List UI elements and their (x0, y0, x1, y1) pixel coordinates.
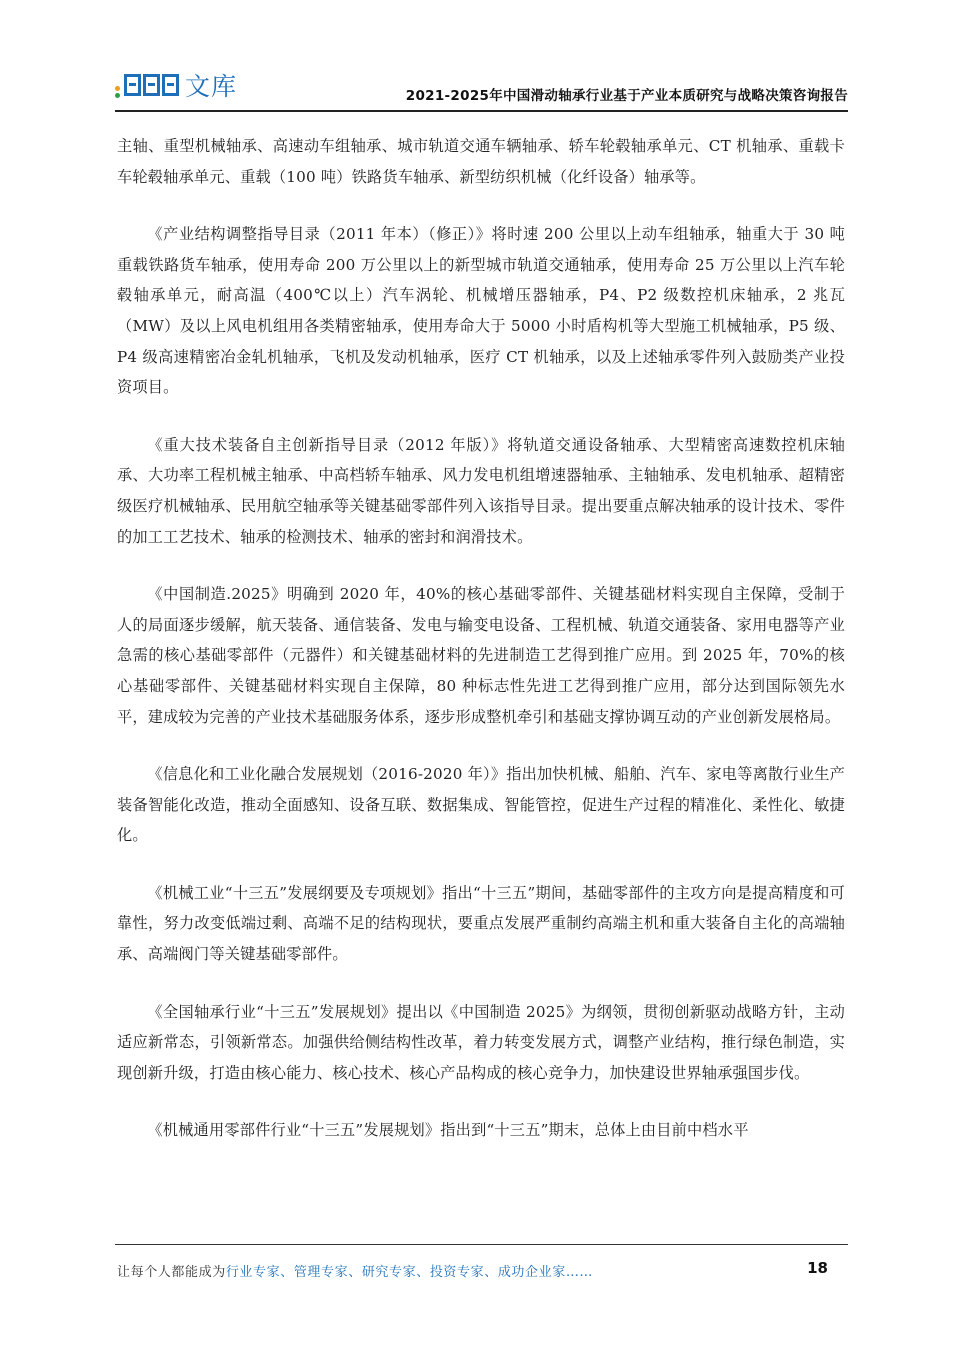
paragraph-1: 主轴、重型机械轴承、高速动车组轴承、城市轨道交通车辆轴承、轿车轮毂轴承单元、CT 机轴承、重载卡车轮毂轴承单元、重载（100 吨）铁路货车轴承、新型纺织机械（化纤设备）轴承等。 (117, 137, 845, 186)
document-body (117, 131, 845, 1173)
report-title: 2021-2025年中国滑动轴承行业基于产业本质研究与战略决策咨询报告 (405, 88, 848, 104)
logo-box (124, 74, 141, 96)
paragraph-4: 《中国制造.2025》明确到 2020 年，40%的核心基础零部件、关键基础材料实现自主保障，受制于人的局面逐步缓解，航天装备、通信装备、发电与输变电设备、工程机械、轨道交通装备、家用电器等产业急需的核心基础零部件（元器件）和关键基础材料的先进制造工艺得到推广应用。到 2025 年，70%的核心基础零部件、关键基础材料实现自主保障，80 种标志性先进工艺得到推广应用，部分达到国际领先水平，建成较为完善的产业技术基础服务体系，逐步形成整机牵引和基础支撑协调互动的产业创新发展格局。 (117, 585, 845, 726)
paragraph-7: 《全国轴承行业“十三五”发展规划》提出以《中国制造 2025》为纲领，贯彻创新驱动战略方针，主动适应新常态，引领新常态。加强供给侧结构性改革，着力转变发展方式，调整产业结构，推行绿色制造，实现创新升级，打造由核心能力、核心技术、核心产品构成的核心竞争力，加快建设世界轴承强国步伐。 (117, 1002, 845, 1082)
page-header (115, 64, 848, 112)
logo-dots-icon (115, 86, 120, 98)
logo-box (143, 74, 160, 96)
logo-dot (115, 93, 120, 98)
paragraph-5: 《信息化和工业化融合发展规划（2016-2020 年）》指出加快机械、船舶、汽车、家电等离散行业生产装备智能化改造，推动全面感知、设备互联、数据集成、智能管控，促进生产过程的精准化、柔性化、敏捷化。 (117, 765, 845, 845)
site-logo[interactable] (115, 70, 237, 100)
paragraph-3: 《重大技术装备自主创新指导目录（2012 年版）》将轨道交通设备轴承、大型精密高速数控机床轴承、大功率工程机械主轴承、中高档轿车轴承、风力发电机组增速器轴承、主轴轴承、发电机轴承、超精密级医疗机械轴承、民用航空轴承等关键基础零部件列入该指导目录。提出要重点解决轴承的设计技术、零件的加工工艺技术、轴承的检测技术、轴承的密封和润滑技术。 (117, 435, 845, 546)
footer-slogan-prefix: 让每个人都能成为 (117, 1265, 226, 1280)
page-number: 18 (807, 1259, 828, 1277)
paragraph-8: 《机械通用零部件行业“十三五”发展规划》指出到“十三五”期末，总体上由目前中档水平 (147, 1121, 749, 1140)
paragraph-2: 《产业结构调整指导目录（2011 年本）（修正）》将时速 200 公里以上动车组轴承，轴重大于 30 吨重载铁路货车轴承，使用寿命 200 万公里以上的新型城市轨道交通轴承，使用寿命 25 万公里以上汽车轮毂轴承单元，耐高温（400℃以上）汽车涡轮、机械增压器轴承，P4、P2 级数控机床轴承，2 兆瓦（MW）及以上风电机组用各类精密轴承，使用寿命大于 5000 小时盾构机等大型施工机械轴承，P5 级、P4 级高速精密冶金轧机轴承，飞机及发动机轴承，医疗 CT 机轴承，以及上述轴承零件列入鼓励类产业投资项目。 (117, 225, 845, 397)
footer-slogan-highlight: 行业专家、管理专家、研究专家、投资专家、成功企业家…… (225, 1265, 594, 1280)
footer-divider (115, 1244, 848, 1245)
logo-box (162, 74, 179, 96)
paragraph-6: 《机械工业“十三五”发展纲要及专项规划》指出“十三五”期间，基础零部件的主攻方向是提高精度和可靠性，努力改变低端过剩、高端不足的结构现状，要重点发展严重制约高端主机和重大装备自主化的高端轴承、高端阀门等关键基础零部件。 (117, 883, 845, 964)
footer-slogan (117, 1261, 593, 1280)
logo-dot (115, 86, 120, 91)
logo-text: 文库 (185, 72, 238, 101)
logo-mark-icon (124, 74, 179, 96)
